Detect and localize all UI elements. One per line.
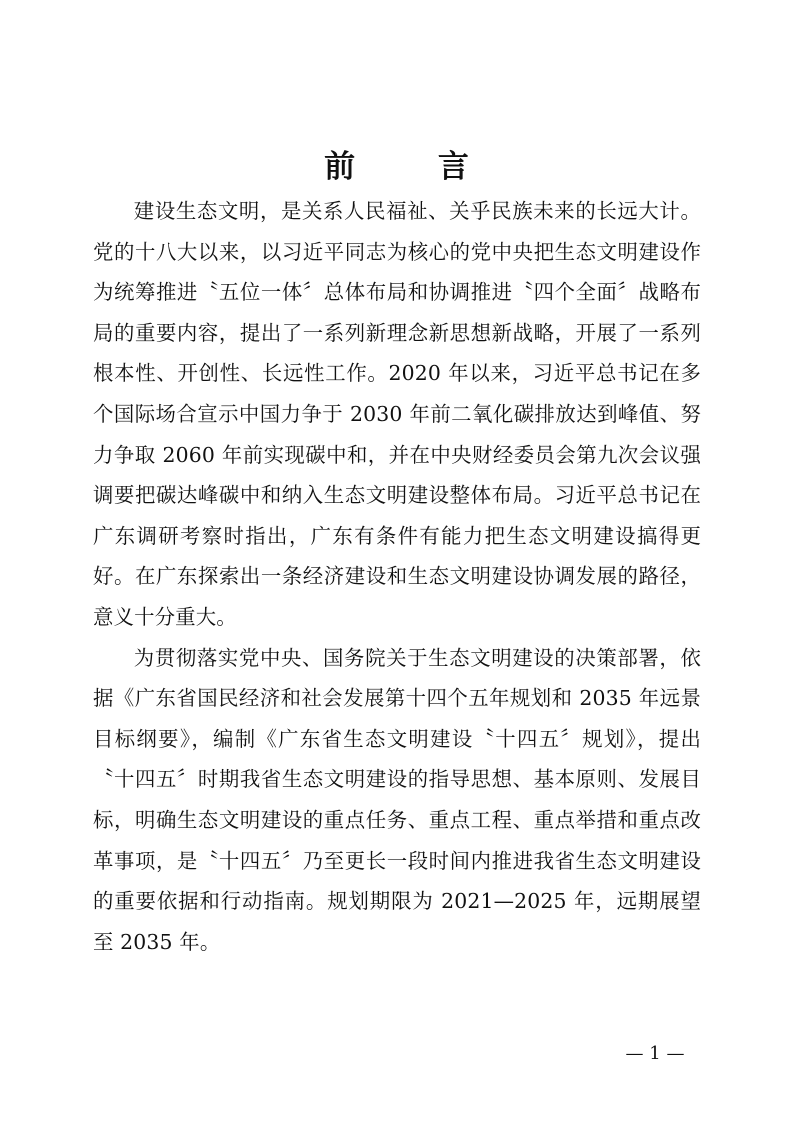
paragraph-2: 为贯彻落实党中央、国务院关于生态文明建设的决策部署，依据《广东省国民经济和社会发展第十四个五年规划和 2035 年远景目标纲要》，编制《广东省生态文明建设〝十四五〞规划》，提出〝十四五〞时期我省生态文明建设的指导思想、基本原则、发展目标，明确生态文明建设的重点任务、重点工程、重点举措和重点改革事项，是〝十四五〞乃至更长一段时间内推进我省生态文明建设的重要依据和行动指南。规划期限为 2021—2025 年，远期展望至 2035 年。 xyxy=(93,645,701,954)
page-title: 前 言 xyxy=(324,148,505,185)
page-number: — 1 — xyxy=(625,1043,685,1064)
body-text xyxy=(93,191,701,962)
paragraph-1: 建设生态文明，是关系人民福祉、关乎民族未来的长远大计。党的十八大以来，以习近平同志为核心的党中央把生态文明建设作为统筹推进〝五位一体〞总体布局和协调推进〝四个全面〞战略布局的重要内容，提出了一系列新理念新思想新战略，开展了一系列根本性、开创性、长远性工作。2020 年以来，习近平总书记在多个国际场合宣示中国力争于 2030 年前二氧化碳排放达到峰值、努力争取 2060 年前实现碳中和，并在中央财经委员会第九次会议强调要把碳达峰碳中和纳入生态文明建设整体布局。习近平总书记在广东调研考察时指出，广东有条件有能力把生态文明建设搞得更好。在广东探索出一条经济建设和生态文明建设协调发展的路径，意义十分重大。 xyxy=(93,199,701,629)
